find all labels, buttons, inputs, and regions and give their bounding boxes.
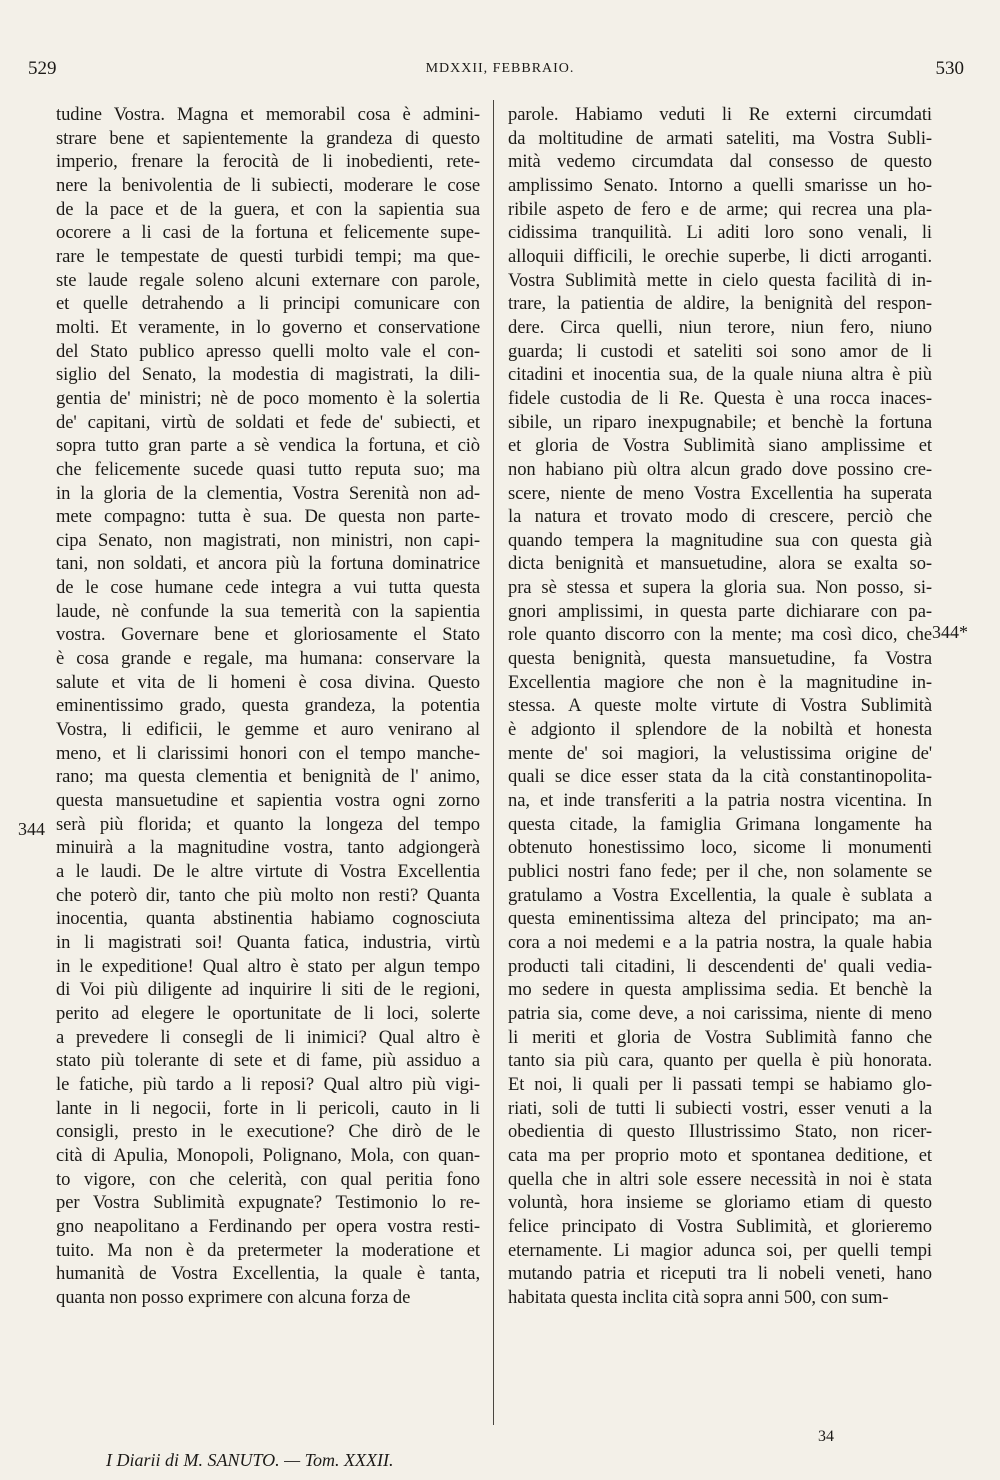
text-line: questa eminentissima alteza del principato; ma an- [508,908,932,930]
text-line: et gloria de Vostra Sublimità siano amplissime et [508,435,932,457]
text-line: mità vedemo circumdata dal consesso de questo [508,151,932,173]
margin-note-left: 344 [18,819,45,839]
text-line: mente de' soi magiori, la velustissima origine de' [508,742,932,764]
text-line: molti. Et veramente, in lo governo et conservatione [56,316,480,338]
text-line: questa mansuetudine et sapientia vostra ogni zorno [56,790,480,812]
text-line: quella che in altri sole essere necessità in noi è stata [508,1168,932,1190]
page-footer: I Diarii di M. SANUTO. — Tom. XXXII. [106,1450,394,1470]
text-line: obtenuto honestissimo loco, sicome li monumenti [508,837,932,859]
text-line: tudine Vostra. Magna et memorabil cosa è admini- [56,104,480,125]
text-line: non habiano più oltra alcun grado dove possino cre- [508,458,932,480]
text-line: dicta benignità et mansuetudine, alora se exalta so- [508,553,932,575]
text-line: fidele custodia de li Re. Questa è una rocca inaces- [508,387,932,409]
text-line: a prevedere li consegli de li inimici? Qual altro è [56,1026,480,1048]
text-line: patria sia, come deve, a noi carissima, niente di meno [508,1002,932,1024]
text-line: de' capitani, virtù de soldati et fede de' subiecti, et [56,411,480,433]
text-line: in la gloria de la clementia, Vostra Serenità non ad- [56,482,480,504]
text-line: strare bene et sapientemente la grandeza di questo [56,127,480,149]
text-line: de la pace et de la guera, et con la sapientia sua [56,198,480,220]
text-line: cità di Apulia, Monopoli, Polignano, Mola, con quan- [56,1144,480,1166]
text-line: stato più tolerante di sete et di fame, più assiduo a [56,1050,480,1072]
page-header [0,58,1000,92]
text-line: questa benignità, questa mansuetudine, fa Vostra [508,648,932,670]
right-column [508,103,932,1309]
text-line: trare, la patientia de aldire, la benignità del respon- [508,293,932,315]
text-line: to vigore, con che celerità, con qual peritia fono [56,1168,480,1190]
text-line: siglio del Senato, la modestia di magistrati, la dili- [56,364,480,386]
text-line: minuirà a la magnitudine vostra, tanto adgiongerà [56,837,480,859]
text-line: mo sedere in questa amplissima sedia. Et benchè la [508,979,932,1001]
text-line: perito ad elegere le oportunitate de li loci, solerte [56,1002,480,1024]
text-line: laude, nè confunde la sua temerità con la sapientia [56,600,480,622]
text-line: producti tali citadini, li descendenti de' quali vedia- [508,955,932,977]
text-line: ribile aspeto de fero e de arme; qui recrea una pla- [508,198,932,220]
text-line: dere. Circa quelli, niun terore, niun fero, niuno [508,316,932,338]
text-line: gno neapolitano a Ferdinando per opera vostra resti- [56,1215,480,1237]
text-line: da moltitudine de armati sateliti, ma Vostra Subli- [508,127,932,149]
text-line: pra sè stessa et supera la gloria sua. Non posso, si- [508,577,932,599]
text-line: amplissimo Senato. Intorno a quelli smarisse un ho- [508,174,932,196]
text-line: salute et vita de li homeni è cosa divina. Questo [56,671,480,693]
text-line: del Stato publico apresso quelli molto vale el con- [56,340,480,362]
text-line: questa citade, la famiglia Grimana longamente ha [508,813,932,835]
text-line: riati, soli de tutti li subiecti vostri, esser venuti a la [508,1097,932,1119]
text-line: li meriti et gloria de Vostra Sublimità fanno che [508,1026,932,1048]
text-line: cidissima tranquilità. Li aditi loro sono venali, li [508,222,932,244]
text-line: quali se dice esser stata da la cità constantinopolita- [508,766,932,788]
text-line: per Vostra Sublimità expugnate? Testimonio lo re- [56,1192,480,1214]
text-line: Excellentia magiore che non è la magnitudine in- [508,671,932,693]
text-line: cata ma per proprio moto et spontanea deditione, et [508,1144,932,1166]
text-line: inocentia, quanta abstinentia habiamo cognosciuta [56,908,480,930]
text-line: gnori amplissimi, in questa parte dichiarare con pa- [508,600,932,622]
text-line: scere, niente de meno Vostra Excellentia ha superata [508,482,932,504]
text-line: quando tempera la magnitudine sua con questa già [508,529,932,551]
text-line: et quelle detrahendo a li principi comunicare con [56,293,480,315]
text-line: de le cose humane cede integra a vui tutta questa [56,577,480,599]
text-line: gentia de' ministri; nè de poco momento è la solertia [56,387,480,409]
text-line: è adgionto il splendore de la nobiltà et honesta [508,719,932,741]
text-line: tanto sia più cara, quanto per quella è più honorata. [508,1050,932,1072]
text-line: Vostra, li edificii, le gemme et auro venirano al [56,719,480,741]
text-line: la natura et trovato modo di crescere, perciò che [508,506,932,528]
text-line: role quanto discorro con la mente; ma così dico, che [508,624,932,646]
text-line: publici nostri fano fede; per il che, non solamente se [508,861,932,882]
page-number-left: 529 [28,58,57,79]
text-line: eternamente. Li magior adunca soi, per quelli tempi [508,1239,932,1261]
text-line: voluntà, hora insieme se gloriamo etiam di questo [508,1192,932,1214]
text-line: ste laude regale soleno alcuni externare con parole, [56,269,480,291]
text-line: a le laudi. De le altre virtute di Vostra Excellentia [56,861,480,882]
text-line: imperio, frenare la ferocità de li inobedienti, rete- [56,151,480,173]
text-line: rare le tempestate de questi turbidi tempi; ma que- [56,245,480,267]
text-line: che poterò dir, tanto che più molto non resti? Quanta [56,884,480,906]
text-line: consigli, presto in le executione? Che dirò de le [56,1121,480,1143]
text-line: sibile, un riparo inexpugnabile; et benchè la fortuna [508,411,932,433]
text-line: mete compagno: tutta è sua. De questa non parte- [56,506,480,528]
text-line: mutando patria et riceputi tra li nobeli veneti, hano [508,1263,932,1285]
text-line: tani, non soldati, et ancora più la fortuna dominatrice [56,553,480,575]
left-column [56,103,480,1309]
text-line: Et noi, li quali per li passati tempi se habiamo glo- [508,1073,932,1095]
text-line: sopra tutto gran parte a sè vendica la fortuna, et ciò [56,435,480,457]
signature-mark: 34 [818,1428,834,1445]
text-line: citadini et inocentia sua, de la quale niuna altra è più [508,364,932,386]
text-line: habitata questa inclita cità sopra anni 500, con sum- [508,1286,889,1308]
text-line: na, et inde transferiti a la patria nostra vicentina. In [508,790,932,812]
text-line: humanità de Vostra Excellentia, la quale è tanta, [56,1263,480,1285]
text-line: felice principato di Vostra Sublimità, et glorieremo [508,1215,932,1237]
text-line: serà più florida; et quanto la longeza del tempo [56,813,480,835]
text-line: cipa Senato, non magistrati, non ministri, non capi- [56,529,480,551]
text-line: che felicemente sucede quasi tutto reputa suo; ma [56,458,480,480]
text-line: gratulamo a Vostra Excellentia, la quale è sublata a [508,884,932,906]
text-line: è cosa grande e regale, ma humana: conservare la [56,648,480,670]
text-line: Vostra Sublimità mette in cielo questa facilità di in- [508,269,932,291]
text-line: quanta non posso exprimere con alcuna forza de [56,1286,411,1308]
text-line: in le expeditione! Qual altro è stato per algun tempo [56,955,480,977]
page-number-right: 530 [935,58,964,79]
text-line: di Voi più diligente ad inquirire li siti de le regioni, [56,979,480,1001]
text-line: tuito. Ma non è da pretermeter la moderatione et [56,1239,480,1261]
column-divider [493,100,494,1425]
text-line: alloquii difficili, le orechie superbe, li dicti arroganti. [508,245,932,267]
text-line: cora a noi medemi e a la patria nostra, la quale habia [508,931,932,953]
text-line: obedientia di questo Illustrissimo Stato, non ricer- [508,1121,932,1143]
text-line: stessa. A queste molte virtute di Vostra Sublimità [508,695,932,717]
text-line: nere la benivolentia de li subiecti, moderare le cose [56,174,480,196]
text-line: in li magistrati soi! Quanta fatica, industria, virtù [56,931,480,953]
text-line: guarda; li custodi et sateliti soi sono amor de li [508,340,932,362]
text-line: lante in li negocii, forte in li pericoli, cauto in li [56,1097,480,1119]
text-line: eminentissimo grado, questa grandeza, la potentia [56,695,480,717]
text-line: meno, et li clarissimi honori con el tempo manche- [56,742,480,764]
running-title: MDXXII, FEBBRAIO. [425,61,575,76]
text-line: ocorere a li casi de la fortuna et felicemente supe- [56,222,480,244]
text-line: parole. Habiamo veduti li Re externi circumdati [508,104,932,125]
text-line: le fatiche, più tardo a li reposi? Qual altro più vigi- [56,1073,480,1095]
text-line: rano; ma questa clementia et benignità de l' animo, [56,766,480,788]
text-line: vostra. Governare bene et gloriosamente el Stato [56,624,480,646]
margin-note-right: 344* [932,622,968,642]
